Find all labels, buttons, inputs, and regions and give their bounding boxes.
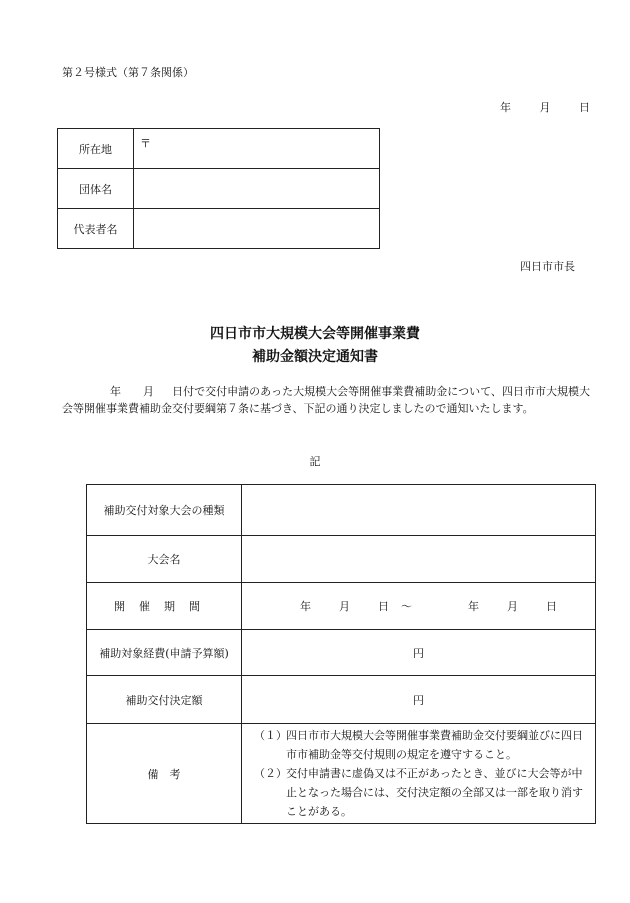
remarks-label: 備 考: [87, 724, 242, 824]
document-title-line2: 補助金額決定通知書: [252, 349, 378, 365]
end-month: 月: [507, 600, 518, 613]
issue-date: [500, 99, 590, 115]
body-year: 年: [110, 385, 122, 398]
decision-unit: 円: [413, 693, 424, 707]
event-type-field[interactable]: [242, 485, 596, 536]
remarks-list: [242, 724, 595, 823]
details-table: [86, 484, 596, 824]
remark-number: （２）: [254, 767, 287, 780]
period-tilde: ～: [401, 600, 412, 613]
body-paragraph: [62, 383, 590, 417]
table-row: [58, 129, 380, 169]
cost-unit: 円: [413, 646, 424, 660]
table-row: [58, 169, 380, 209]
document-title-line1: 四日市市大規模大会等開催事業費: [210, 326, 420, 342]
end-year: 年: [468, 600, 479, 613]
decision-label: 補助交付決定額: [87, 676, 242, 724]
decision-field[interactable]: [242, 676, 596, 724]
end-day: 日: [546, 600, 557, 613]
table-row: [87, 724, 596, 824]
remark-number: （１）: [254, 729, 287, 742]
start-month: 月: [339, 600, 350, 613]
remarks-cell: [242, 724, 596, 824]
table-row: [87, 485, 596, 536]
table-row: [87, 630, 596, 676]
applicant-table: [57, 128, 380, 249]
date-month: 月: [539, 101, 551, 114]
table-row: [87, 676, 596, 724]
representative-label: 代表者名: [58, 209, 134, 249]
date-year: 年: [500, 101, 511, 114]
organization-field[interactable]: [134, 169, 380, 209]
list-item: [254, 726, 583, 764]
cost-field[interactable]: [242, 630, 596, 676]
table-row: [87, 536, 596, 583]
period-field[interactable]: [242, 583, 596, 630]
table-row: [87, 583, 596, 630]
list-item: [254, 764, 583, 821]
event-name-field[interactable]: [242, 536, 596, 583]
table-row: [58, 209, 380, 249]
event-type-label: 補助交付対象大会の種類: [87, 485, 242, 536]
body-text: 日付で交付申請のあった大規模大会等開催事業費補助金について、四日市市大規模大会等開催事業費補助金交付要綱第７条に基づき、下記の通り決定しましたので通知いたします。: [62, 385, 591, 415]
body-month: 月: [143, 385, 155, 398]
address-label: 所在地: [58, 129, 134, 169]
issuer-name: 四日市市長: [520, 260, 575, 273]
cost-label: 補助対象経費(申請予算額): [87, 630, 242, 676]
event-name-label: 大会名: [87, 536, 242, 583]
form-number: 第２号様式（第７条関係）: [62, 66, 194, 79]
remark-text: 四日市市大規模大会等開催事業費補助金交付要綱並びに四日市市補助金等交付規則の規定を遵守すること。: [286, 729, 583, 761]
date-day: 日: [579, 101, 590, 114]
organization-label: 団体名: [58, 169, 134, 209]
period-label: 開催期間: [87, 583, 242, 630]
address-field[interactable]: 〒: [134, 129, 380, 169]
start-year: 年: [300, 600, 311, 613]
representative-field[interactable]: [134, 209, 380, 249]
start-day: 日: [378, 600, 389, 613]
ki-heading: 記: [309, 455, 321, 468]
remark-text: 交付申請書に虚偽又は不正があったとき、並びに大会等が中止となった場合には、交付決定額の全部又は一部を取り消すことがある。: [286, 767, 583, 818]
